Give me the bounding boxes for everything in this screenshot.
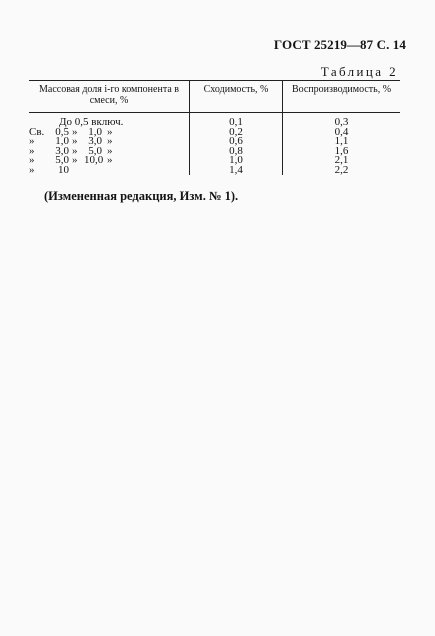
row-prefix: Св. [29, 125, 45, 138]
row-range-label: До 0,5 включ. [59, 116, 124, 128]
repeatability-value: 0,8 [229, 144, 243, 157]
repeatability-value: 1,4 [229, 164, 243, 176]
column-header-mass-fraction: Массовая доля i-го компонента в смеси, % [39, 84, 179, 106]
table-row [29, 165, 400, 176]
row-range-from: 0,5 [55, 125, 69, 138]
repeatability-value: 0,2 [229, 125, 243, 138]
reproducibility-value: 2,1 [334, 154, 349, 167]
row-prefix: » [29, 164, 35, 176]
row-range-to: 3,0 [88, 135, 102, 148]
row-ditto-mark: » [107, 135, 113, 148]
page-header: ГОСТ 25219—87 С. 14 [273, 37, 406, 52]
row-prefix: » [29, 144, 35, 157]
row-range-from: 1,0 [55, 135, 69, 148]
row-range-from: 3,0 [55, 144, 69, 157]
repeatability-value: 0,1 [229, 116, 243, 128]
row-range-from: 5,0 [55, 154, 69, 167]
row-ditto-mark: » [72, 125, 78, 138]
column-header-repeatability: Сходимость, % [203, 84, 269, 95]
row-range-to: 10,0 [84, 154, 104, 167]
reproducibility-value: 2,2 [334, 164, 349, 176]
table-header-rule [29, 112, 400, 113]
repeatability-value: 0,6 [229, 135, 243, 148]
table-label: Таблица 2 [320, 64, 398, 79]
reproducibility-value: 1,1 [334, 135, 349, 148]
row-ditto-mark: » [72, 135, 78, 148]
row-ditto-mark: » [72, 154, 78, 167]
row-range-to: 1,0 [88, 125, 102, 138]
reproducibility-value: 1,6 [334, 144, 349, 157]
reproducibility-value: 0,4 [334, 125, 349, 138]
row-range-from: 10 [58, 164, 69, 176]
reproducibility-value: 0,3 [334, 116, 349, 128]
row-range-to: 5,0 [88, 144, 102, 157]
amendment-note: (Измененная редакция, Изм. № 1). [44, 189, 239, 203]
row-ditto-mark: » [107, 125, 113, 138]
row-ditto-mark: » [107, 144, 113, 157]
row-prefix: » [29, 154, 35, 167]
row-prefix: » [29, 135, 35, 148]
column-header-reproducibility: Воспроизводимость, % [291, 84, 392, 95]
row-ditto-mark: » [107, 154, 113, 167]
row-ditto-mark: » [72, 144, 78, 157]
repeatability-value: 1,0 [229, 154, 243, 167]
table-top-rule [29, 80, 400, 81]
